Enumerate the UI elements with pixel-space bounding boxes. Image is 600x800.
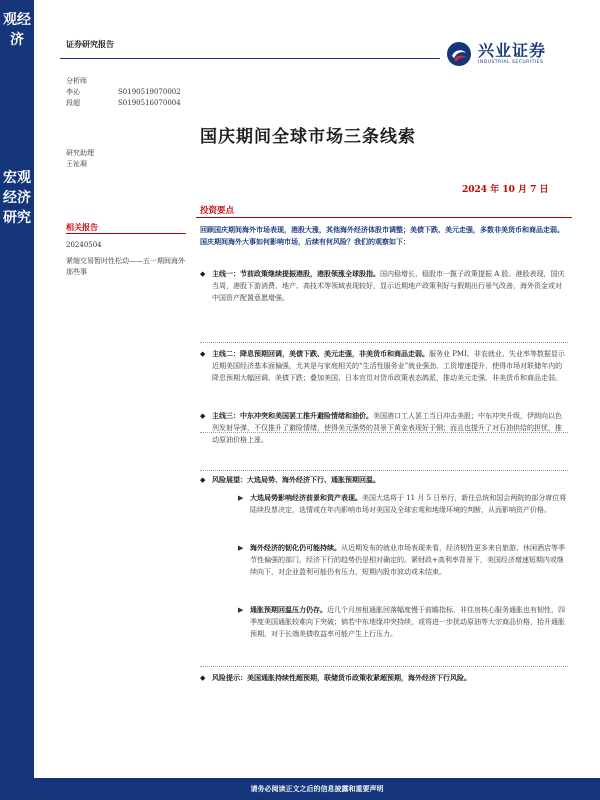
risk-sub-lead: 大选局势影响经济前景和资产表现。: [250, 493, 362, 502]
analyst-id: S0190519070002: [118, 88, 181, 96]
related-report-date: 20240504: [66, 241, 102, 249]
investment-highlights-title: 投资要点: [200, 206, 235, 216]
sub-bullet-icon: ▶: [238, 544, 244, 552]
logo-english-name: INDUSTRIAL SECURITIES: [478, 60, 544, 65]
sub-bullet-icon: ▶: [238, 606, 244, 614]
bullet-item: [200, 348, 568, 384]
bullet-text: 服务业 PMI、非农就业、失业率等数据显示近期美国经济基本面偏强，尤其是与家庭相关的“生活性服务业”就业强劲、工资增速提升，使得市场对联储年内的降息预期大幅回调、美债下跌；叠加美国、日本官员对货币政策表态鸽派，推动美元走强、非美货币和商品走弱。: [212, 350, 565, 382]
risk-sub-body: [250, 542, 568, 578]
bullet-item: [200, 410, 568, 446]
dotted-divider: [200, 666, 568, 667]
logo-icon: [446, 41, 472, 67]
bullet-lead: 主线一：节前政策继续提振港股，港股领涨全球股指。: [212, 269, 380, 278]
research-assistant-block: [66, 148, 94, 170]
report-date: 2024 年 10 月 7 日: [462, 185, 549, 195]
risk-sub-lead: 通胀预期回温压力仍存。: [250, 605, 327, 614]
analyst-id: S0190516070004: [118, 99, 181, 107]
bullet-marker-icon: ◆: [200, 674, 206, 682]
bullet-marker-icon: ◆: [200, 476, 206, 484]
assistant-name: 王祉凝: [66, 160, 87, 168]
risk-sub-text: 近几个月房租通胀回落幅度慢于前瞻指标，非住房核心服务通胀也有韧性，四季度美国通胀较难向下突破；倘若中东地缘冲突持续，或将进一步扰动原油等大宗商品价格，抬升通胀预期，对于长端美债收益率可能产生上行压力。: [250, 606, 565, 638]
bullet-body: [212, 348, 568, 384]
analyst-label: 分析师: [66, 77, 87, 85]
risk-outlook-item: [200, 474, 568, 486]
sidebar-top-label: 观经济: [3, 12, 31, 48]
left-sidebar: [0, 0, 34, 800]
related-reports-title: 相关报告: [66, 222, 98, 232]
company-logo: [446, 38, 574, 70]
risk-sub-text: 从近期发布的就业市场表现来看，经济韧性更多来自旅游、休闲酒店等季节性偏强的部门，经济下行的趋势仍是相对确定的。紧财政+高利率背景下，美国经济增速短期内或继续向下，对企业盈利可能仍有压力，短期内股市波动或未结束。: [250, 544, 565, 576]
disclaimer-footer: 请务必阅读正文之后的信息披露和重要声明: [34, 778, 600, 800]
sub-bullet-icon: ▶: [238, 494, 244, 502]
report-title: 国庆期间全球市场三条线索: [200, 127, 416, 147]
bullet-marker-icon: ◆: [200, 270, 206, 278]
dotted-divider: [200, 470, 568, 471]
risk-sub-item: [238, 604, 568, 640]
risk-sub-item: [238, 542, 568, 578]
section-divider: [196, 217, 572, 218]
risk-sub-body: [250, 604, 568, 640]
bullet-text: 国内稳增长、稳股市一揽子政策提振 A 股、港股表现，国庆当周，港股下游消费、地产、高技术等领域表现较好，显示近期地产政策利好与假期出行景气改善，海外资金或对中国资产配置意愿增强。: [212, 270, 565, 302]
analyst-row: [66, 98, 216, 109]
risk-sub-lead: 海外经济的韧化仍可能持续。: [250, 543, 341, 552]
related-report-link[interactable]: 紧缩交易暂时性松动——五一期间海外那些事: [66, 257, 185, 276]
bullet-body: [212, 268, 568, 304]
dotted-divider: [200, 342, 568, 343]
report-type-label: 证券研究报告: [66, 39, 114, 49]
analyst-name: 李沁: [66, 88, 80, 96]
bullet-lead: 主线三：中东冲突和美国罢工推升避险情绪和油价。: [212, 411, 373, 420]
risk-tip-body: [212, 672, 568, 684]
bullet-lead: 主线二：降息预期回调，美债下跌、美元走强，非美货币和商品走弱。: [212, 349, 429, 358]
risk-sub-text: 美国大选将于 11 月 5 日举行，新任总统和国会两院的部分席位将陆续投票决定，选情或在年内影响市场对美国及全球宏观和地缘环境的判断，从而影响资产价格。: [250, 494, 567, 514]
bullet-marker-icon: ◆: [200, 412, 206, 420]
analyst-name: 段超: [66, 99, 80, 107]
risk-outlook-body: [212, 474, 568, 486]
analyst-row: [66, 87, 216, 98]
related-reports-divider: [66, 233, 186, 234]
header-divider: [60, 58, 440, 59]
risk-outlook-lead: 风险展望：大选局势、海外经济下行、通胀预期回温。: [212, 475, 380, 484]
risk-sub-item: [238, 492, 568, 516]
sidebar-mid-label: 宏观经济研究: [3, 170, 31, 226]
risk-tip-lead: 风险提示：美国通胀持续性超预期，联储货币政策收紧超预期，海外经济下行风险。: [212, 673, 471, 682]
risk-tip-item: [200, 672, 568, 684]
logo-chinese-name: 兴业证券: [478, 41, 547, 60]
assistant-label: 研究助理: [66, 149, 94, 157]
bullet-marker-icon: ◆: [200, 350, 206, 358]
intro-paragraph: 回顾国庆期间海外市场表现，港股大涨，其他海外经济体股市调整；美债下跌、美元走强，多数非美货币和商品走弱。国庆期间海外大事如何影响市场，后续有何风险？我们的观察如下：: [200, 225, 564, 246]
bullet-body: [212, 410, 568, 446]
risk-sub-body: [250, 492, 568, 516]
bullet-item: [200, 268, 568, 304]
bullet-text: 美国港口工人罢工当日冲击美股；中东冲突升级，伊朗向以色列发射导弹，不仅推升了避险情绪，使得美元强势的背景下黄金表现好于铜；而且也提升了对石油供给的担忧，推动原油价格上涨。: [212, 412, 562, 444]
analyst-block: [66, 76, 216, 109]
